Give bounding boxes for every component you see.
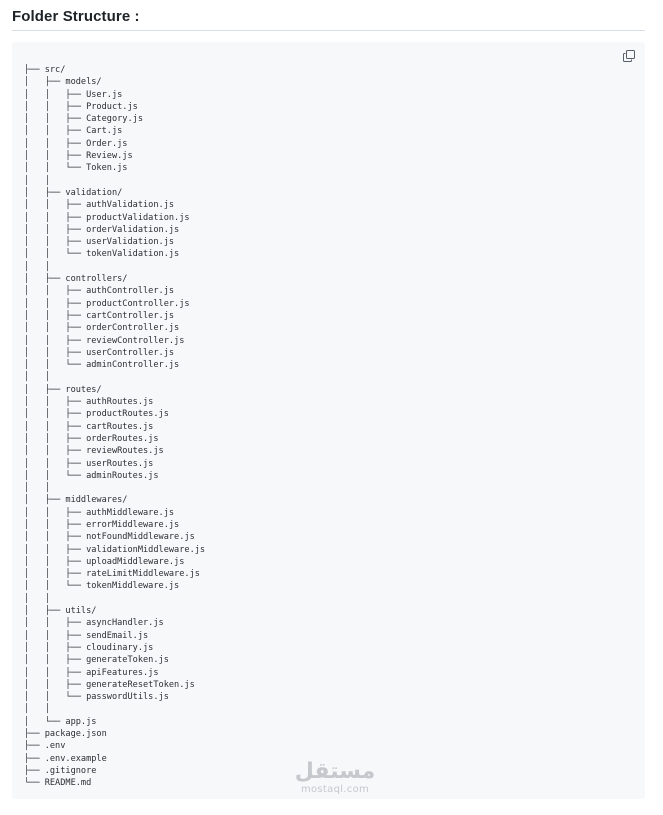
tree-line: │ │ ├── reviewRoutes.js [24,446,164,457]
tree-line: │ │ ├── User.js [24,89,123,100]
tree-line: │ │ [24,175,50,186]
tree-line: │ │ └── passwordUtils.js [24,692,169,703]
tree-line: │ │ ├── notFoundMiddleware.js [24,532,195,543]
watermark-latin: mostaql.com [300,784,370,795]
tree-line: │ │ ├── orderValidation.js [24,224,180,235]
tree-line: │ │ ├── orderController.js [24,323,180,334]
tree-line: │ │ ├── generateResetToken.js [24,679,195,690]
tree-line: │ │ └── adminController.js [24,360,180,371]
tree-line: │ ├── validation/ [24,187,123,198]
tree-line: │ ├── models/ [24,77,102,88]
tree-line: │ │ ├── reviewController.js [24,335,185,346]
tree-line: │ │ ├── cartController.js [24,310,175,321]
tree-line: │ │ ├── cloudinary.js [24,642,154,653]
tree-line: │ │ └── tokenValidation.js [24,249,180,260]
tree-line: │ │ [24,261,50,272]
tree-line: │ │ ├── uploadMiddleware.js [24,556,185,567]
tree-line: ├── .env.example [24,753,107,764]
tree-line: │ │ ├── userController.js [24,347,175,358]
tree-line: │ ├── routes/ [24,384,102,395]
tree-line: │ │ ├── productValidation.js [24,212,190,223]
tree-line: │ │ ├── userValidation.js [24,237,175,248]
copy-icon [623,50,635,62]
tree-line: │ │ [24,704,50,715]
folder-tree [24,64,205,790]
tree-line: ├── .gitignore [24,765,97,776]
tree-line: │ │ ├── Review.js [24,151,133,162]
tree-line: │ └── app.js [24,716,97,727]
tree-line: │ │ ├── authMiddleware.js [24,507,175,518]
tree-line: │ │ [24,483,50,494]
tree-line: │ │ ├── authController.js [24,286,175,297]
tree-line: │ │ ├── sendEmail.js [24,630,149,641]
tree-line: │ ├── utils/ [24,606,97,617]
section-heading: Folder Structure : [12,8,140,25]
tree-line: │ │ ├── errorMiddleware.js [24,519,180,530]
tree-line: │ │ ├── productRoutes.js [24,409,169,420]
tree-line: └── README.md [24,778,92,789]
tree-line: │ │ ├── orderRoutes.js [24,433,159,444]
tree-line: │ │ ├── generateToken.js [24,655,169,666]
tree-line: │ │ ├── Product.js [24,101,138,112]
tree-line: │ │ ├── Cart.js [24,126,123,137]
tree-line: ├── package.json [24,729,107,740]
tree-line: │ ├── middlewares/ [24,495,128,506]
copy-button[interactable] [623,50,635,62]
tree-line: │ │ ├── apiFeatures.js [24,667,159,678]
tree-line: │ │ ├── asyncHandler.js [24,618,164,629]
tree-line: │ │ └── adminRoutes.js [24,470,159,481]
tree-line: ├── src/ [24,65,66,75]
heading-divider [12,30,645,31]
watermark-arabic: مستقل [294,759,376,784]
tree-line: │ │ ├── cartRoutes.js [24,421,154,432]
tree-line: ├── .env [24,741,66,752]
tree-line: │ │ ├── authRoutes.js [24,397,154,408]
tree-line: │ │ └── Token.js [24,163,128,174]
tree-line: │ │ [24,593,50,604]
tree-line: │ │ ├── Category.js [24,114,143,125]
tree-line: │ ├── controllers/ [24,274,128,285]
tree-line: │ │ ├── userRoutes.js [24,458,154,469]
tree-line: │ │ └── tokenMiddleware.js [24,581,180,592]
tree-line: │ │ ├── validationMiddleware.js [24,544,206,555]
tree-line: │ │ ├── productController.js [24,298,190,309]
tree-line: │ │ [24,372,50,383]
code-block [12,42,645,799]
tree-line: │ │ ├── Order.js [24,138,128,149]
tree-line: │ │ ├── authValidation.js [24,200,175,211]
tree-line: │ │ ├── rateLimitMiddleware.js [24,569,200,580]
